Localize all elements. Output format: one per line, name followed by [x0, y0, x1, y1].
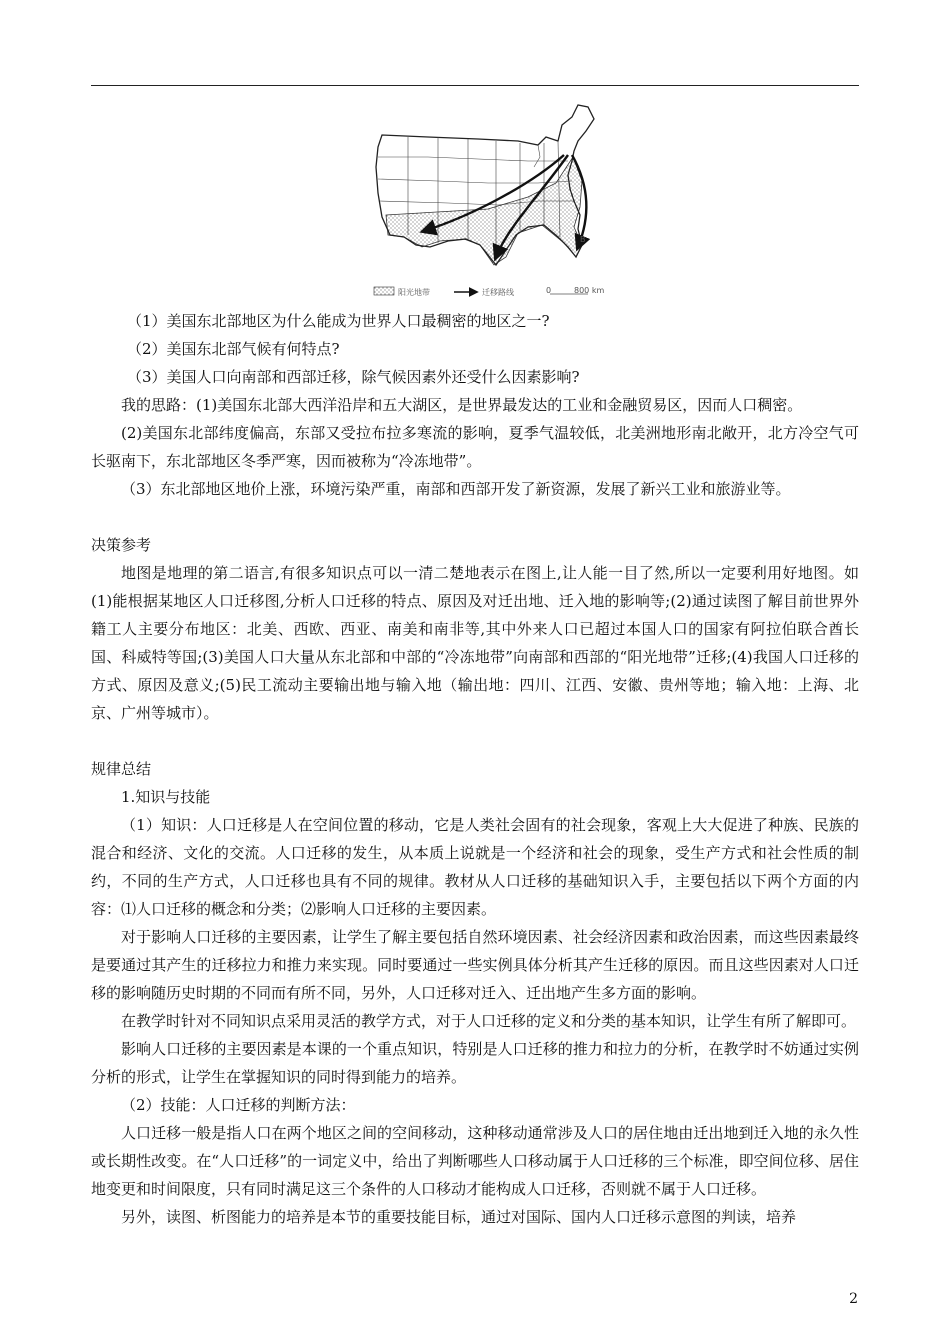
summary-para-5: （2）技能：人口迁移的判断方法：	[121, 1096, 356, 1114]
content	[91, 307, 859, 1231]
thinking-3: （3）东北部地区地价上涨，环境污染严重，南部和西部开发了新资源，发展了新兴工业和旅游业等。	[121, 480, 791, 498]
map-marker-b: B	[580, 235, 586, 244]
summary-para-3: 在教学时针对不同知识点采用灵活的教学方式，对于人口迁移的定义和分类的基本知识，让学生有所了解即可。	[121, 1012, 857, 1030]
question-1: （1）美国东北部地区为什么能成为世界人口最稠密的地区之一?	[127, 312, 550, 330]
summary-heading: 规律总结	[91, 760, 152, 778]
question-3: （3）美国人口向南部和西部迁移，除气候因素外还受什么因素影响?	[127, 368, 580, 386]
decision-heading: 决策参考	[91, 536, 152, 554]
thinking-2: (2)美国东北部纬度偏高，东部又受拉布拉多寒流的影响，夏季气温较低，北美洲地形南北敞开，北方冷空气可长驱南下，东北部地区冬季严寒，因而被称为“冷冻地带”。	[91, 424, 859, 470]
legend-scale-value: 800 km	[574, 286, 605, 295]
summary-subheading: 1.知识与技能	[121, 788, 211, 806]
legend-route-label: 迁移路线	[482, 288, 514, 297]
summary-para-4: 影响人口迁移的主要因素是本课的一个重点知识，特别是人口迁移的推力和拉力的分析，在教学时不妨通过实例分析的形式，让学生在掌握知识的同时得到能力的培养。	[91, 1040, 859, 1086]
summary-para-6: 人口迁移一般是指人口在两个地区之间的空间移动，这种移动通常涉及人口的居住地由迁出地到迁入地的永久性或长期性改变。在“人口迁移”的一词定义中，给出了判断哪些人口移动属于人口迁移的三个标准，即空间位移、居住地变更和时间限度，只有同时满足这三个条件的人口移动才能构成人口迁移，否则就不属于人口迁移。	[91, 1124, 859, 1198]
header-rule	[91, 85, 859, 86]
summary-para-7: 另外，读图、析图能力的培养是本节的重要技能目标，通过对国际、国内人口迁移示意图的判读，培养	[121, 1208, 797, 1226]
legend-sunbelt-label: 阳光地带	[398, 288, 430, 297]
usa-migration-map	[368, 97, 616, 302]
question-2: （2）美国东北部气候有何特点?	[127, 340, 340, 358]
decision-body: 地图是地理的第二语言,有很多知识点可以一清二楚地表示在图上,让人能一目了然,所以一定要利用好地图。如(1)能根据某地区人口迁移图,分析人口迁移的特点、原因及对迁出地、迁入地的影响等;(2)通过读图了解目前世界外籍工人主要分布地区：北美、西欧、西亚、南美和南非等,其中外来人口已超过本国人口的国家有阿拉伯联合酋长国、科威特等国;(3)美国人口大量从东北部和中部的“冷冻地带”向南部和西部的“阳光地带”迁移;(4)我国人口迁移的方式、原因及意义;(5)民工流动主要输出地与输入地（输出地：四川、江西、安徽、贵州等地；输入地：上海、北京、广州等城市）。	[91, 564, 859, 722]
summary-para-1: （1）知识：人口迁移是人在空间位置的移动，它是人类社会固有的社会现象，客观上大大促进了种族、民族的混合和经济、文化的交流。人口迁移的发生，从本质上说就是一个经济和社会的现象，受生产方式和社会性质的制约，不同的生产方式，人口迁移也具有不同的规律。教材从人口迁移的基础知识入手，主要包括以下两个方面的内容：⑴人口迁移的概念和分类；⑵影响人口迁移的主要因素。	[91, 816, 859, 918]
legend-sunbelt-swatch	[374, 287, 394, 295]
sunbelt-region	[386, 157, 582, 265]
legend-scale-zero: 0	[546, 286, 552, 295]
map-legend	[374, 286, 604, 297]
thinking-1: 我的思路：(1)美国东北部大西洋沿岸和五大湖区，是世界最发达的工业和金融贸易区，因而人口稠密。	[121, 396, 803, 414]
summary-para-2: 对于影响人口迁移的主要因素，让学生了解主要包括自然环境因素、社会经济因素和政治因素，而这些因素最终是要通过其产生的迁移拉力和推力来实现。同时要通过一些实例具体分析其产生迁移的原因。而且这些因素对人口迁移的影响随历史时期的不同而有所不同，另外，人口迁移对迁入、迁出地产生多方面的影响。	[91, 928, 859, 1002]
page-number: 2	[849, 1291, 858, 1307]
